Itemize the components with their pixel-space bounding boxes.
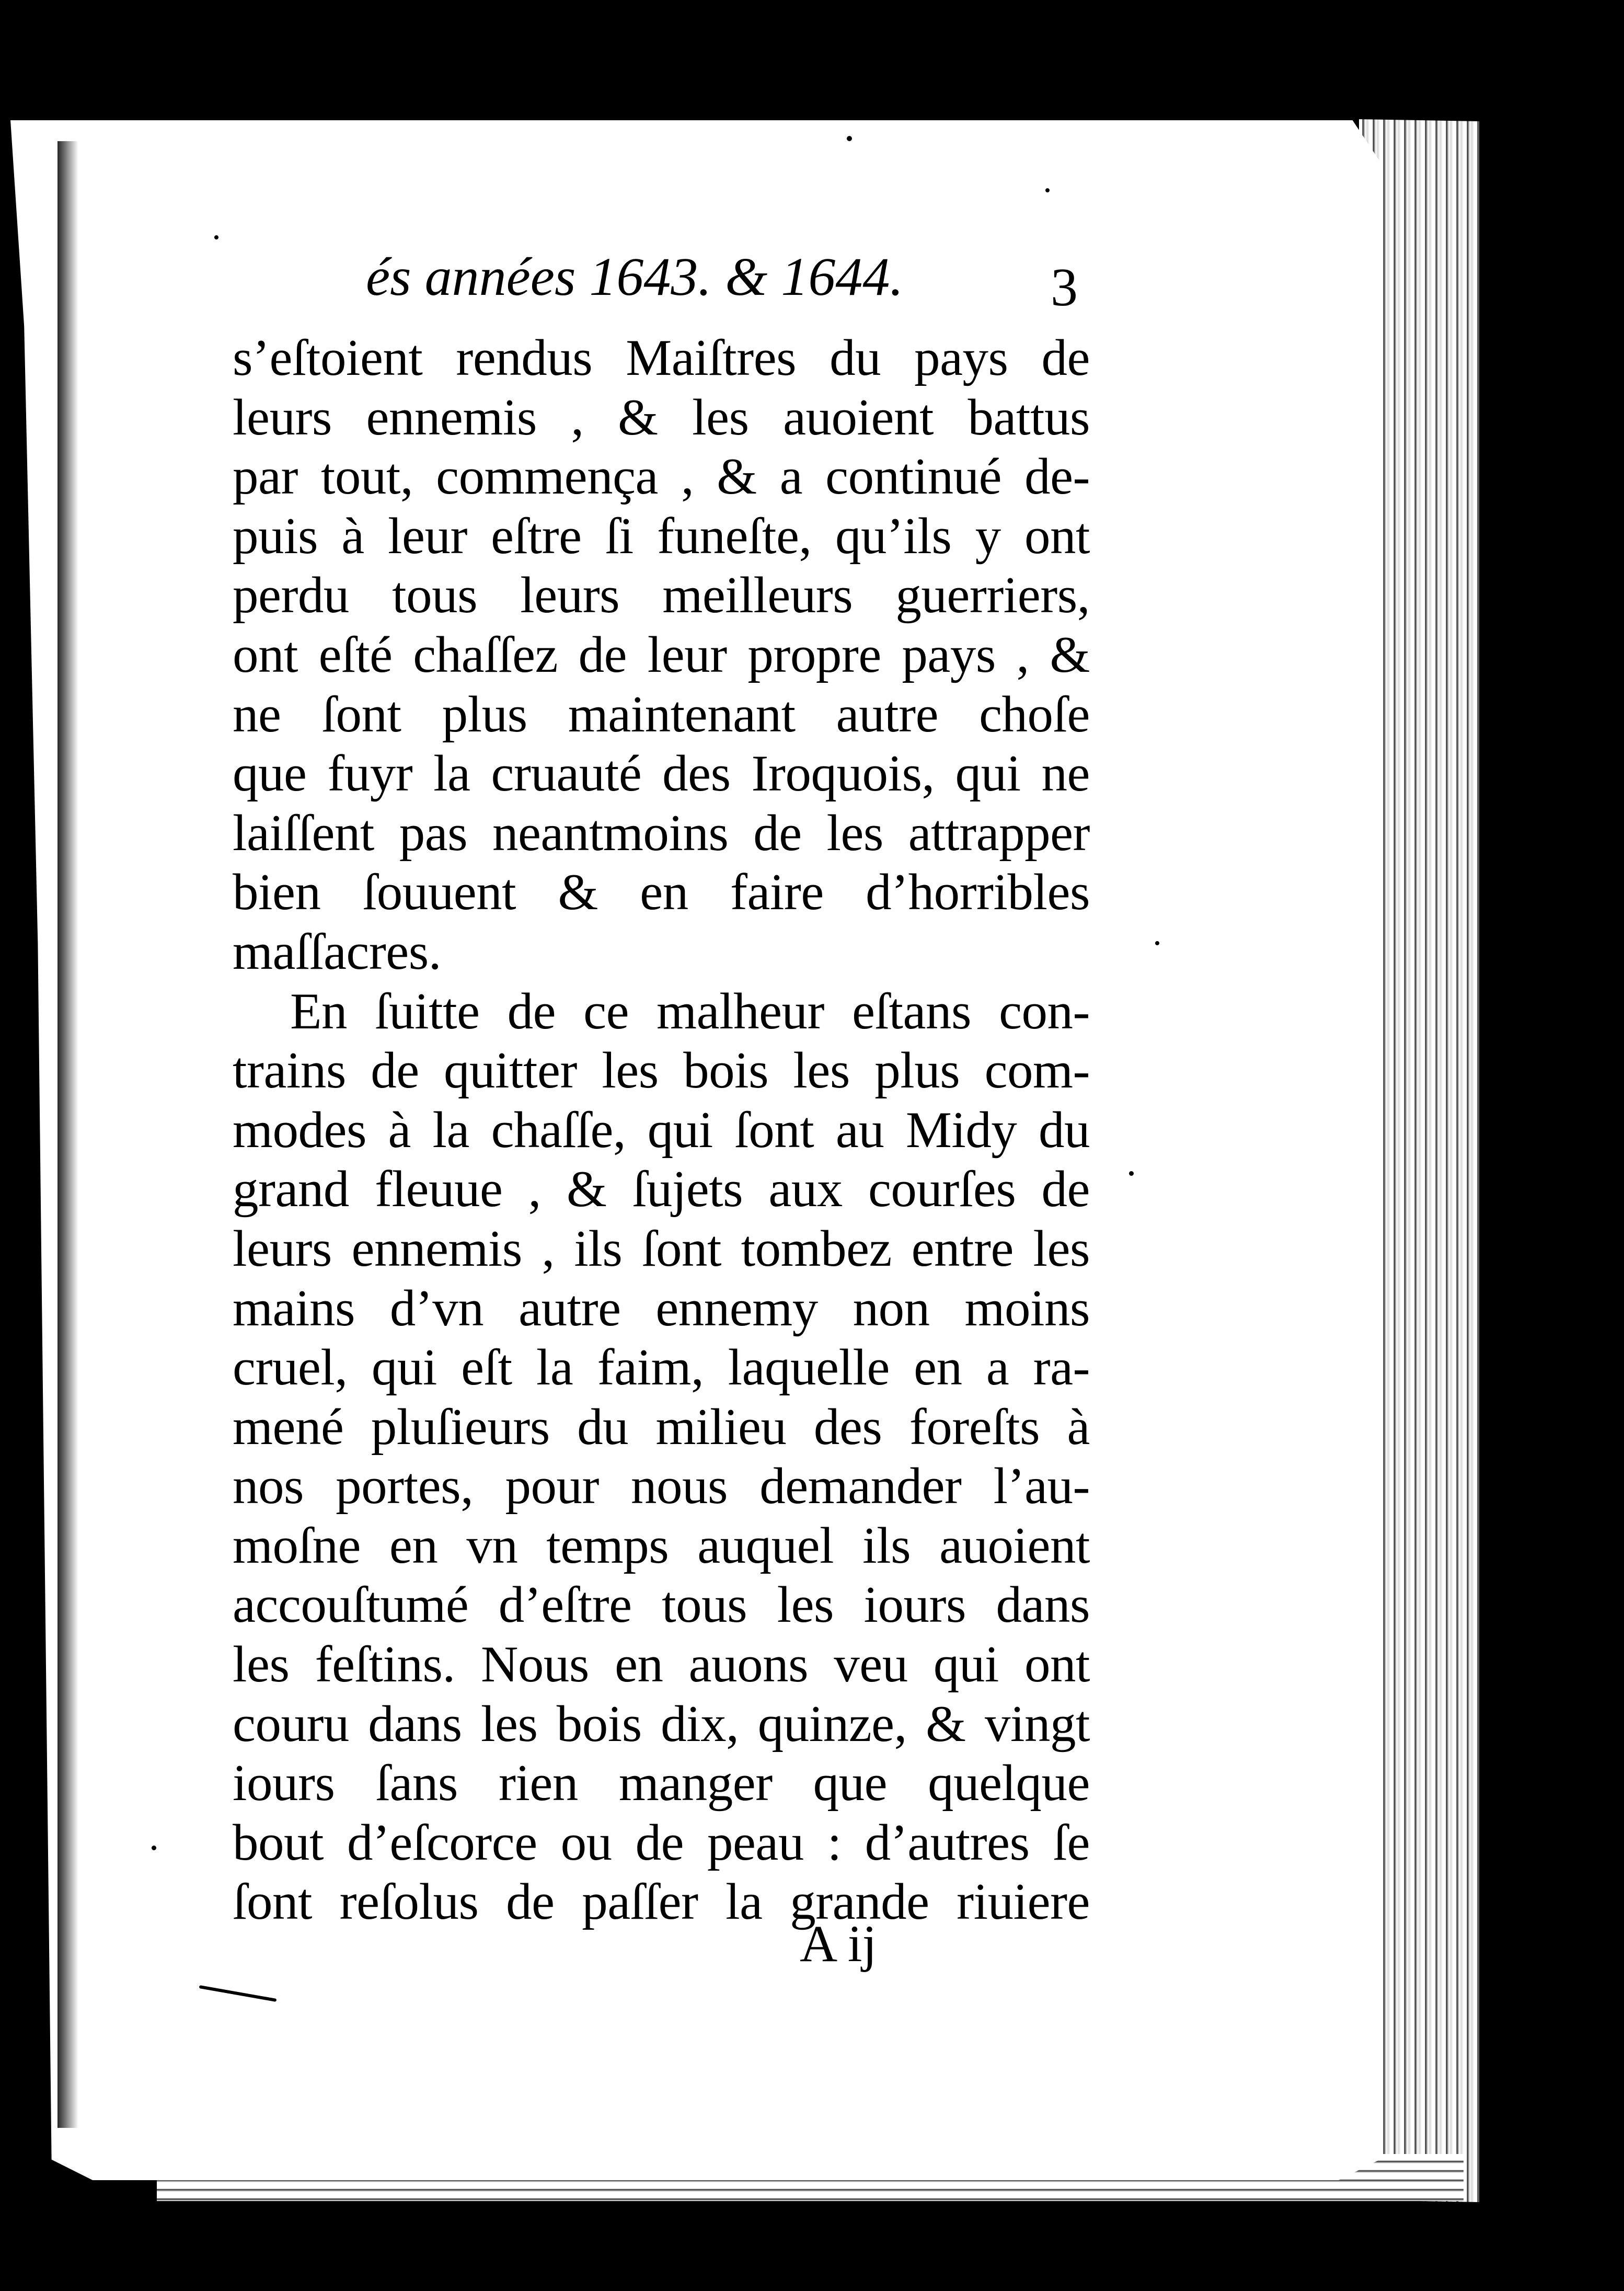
page-number: 3 — [1051, 257, 1078, 317]
text-line: perdu tous leurs meilleurs guerriers, — [233, 567, 1090, 624]
scan-speck — [152, 1846, 156, 1850]
running-head-text: és années 1643. & 1644. — [366, 247, 904, 307]
text-line: puis à leur eſtre ſi funeſte, qu’ils y ont — [233, 507, 1090, 565]
body-text — [233, 328, 1090, 1932]
text-line: leurs ennemis , & les auoient battus — [233, 388, 1090, 446]
text-line: que fuyr la cruauté des Iroquois, qui ne — [233, 745, 1090, 803]
text-line: iours ſans rien manger que quelque — [233, 1755, 1090, 1812]
text-line: mains d’vn autre ennemy non moins — [233, 1279, 1090, 1337]
scan-speck — [214, 235, 218, 239]
text-line: leurs ennemis , ils ſont tombez entre les — [233, 1220, 1090, 1277]
text-line: s’eſtoient rendus Maiſtres du pays de — [233, 329, 1090, 386]
text-line: trains de quitter les bois les plus com- — [233, 1042, 1090, 1099]
text-line: grand fleuue , & ſujets aux courſes de — [233, 1161, 1090, 1218]
text-line: mené pluſieurs du milieu des foreſts à — [233, 1398, 1090, 1456]
text-line: les feſtins. Nous en auons veu qui ont — [233, 1636, 1090, 1693]
text-line: En ſuitte de ce malheur eſtans con- — [290, 982, 1090, 1040]
text-line: ont eſté chaſſez de leur propre pays , & — [233, 626, 1090, 683]
text-line: cruel, qui eſt la faim, laquelle en a ra- — [233, 1339, 1090, 1396]
text-line: nos portes, pour nous demander l’au- — [233, 1458, 1090, 1515]
text-line: ne ſont plus maintenant autre choſe — [233, 685, 1090, 743]
text-line: maſſacres. — [233, 923, 442, 980]
text-line: moſne en vn temps auquel ils auoient — [233, 1517, 1090, 1574]
scan-speck — [1045, 188, 1050, 192]
text-line: accouſtumé d’eſtre tous les iours dans — [233, 1576, 1090, 1634]
text-line: bien ſouuent & en faire d’horribles — [233, 864, 1090, 921]
text-line: couru dans les bois dix, quinze, & vingt — [233, 1695, 1090, 1752]
scan-speck — [1129, 1171, 1134, 1176]
text-line: ſont reſolus de paſſer la grande riuiere — [233, 1873, 1090, 1931]
scan-speck — [847, 136, 852, 141]
signature-mark: A ij — [800, 1915, 877, 1973]
text-line: laiſſent pas neantmoins de les attrapper — [233, 804, 1090, 862]
scan-speck — [1155, 941, 1159, 945]
running-head — [366, 246, 1098, 319]
text-line: modes à la chaſſe, qui ſont au Midy du — [233, 1101, 1090, 1159]
text-line: par tout, commença , & a continué de- — [233, 448, 1090, 506]
text-line: bout d’eſcorce ou de peau : d’autres ſe — [233, 1814, 1090, 1871]
